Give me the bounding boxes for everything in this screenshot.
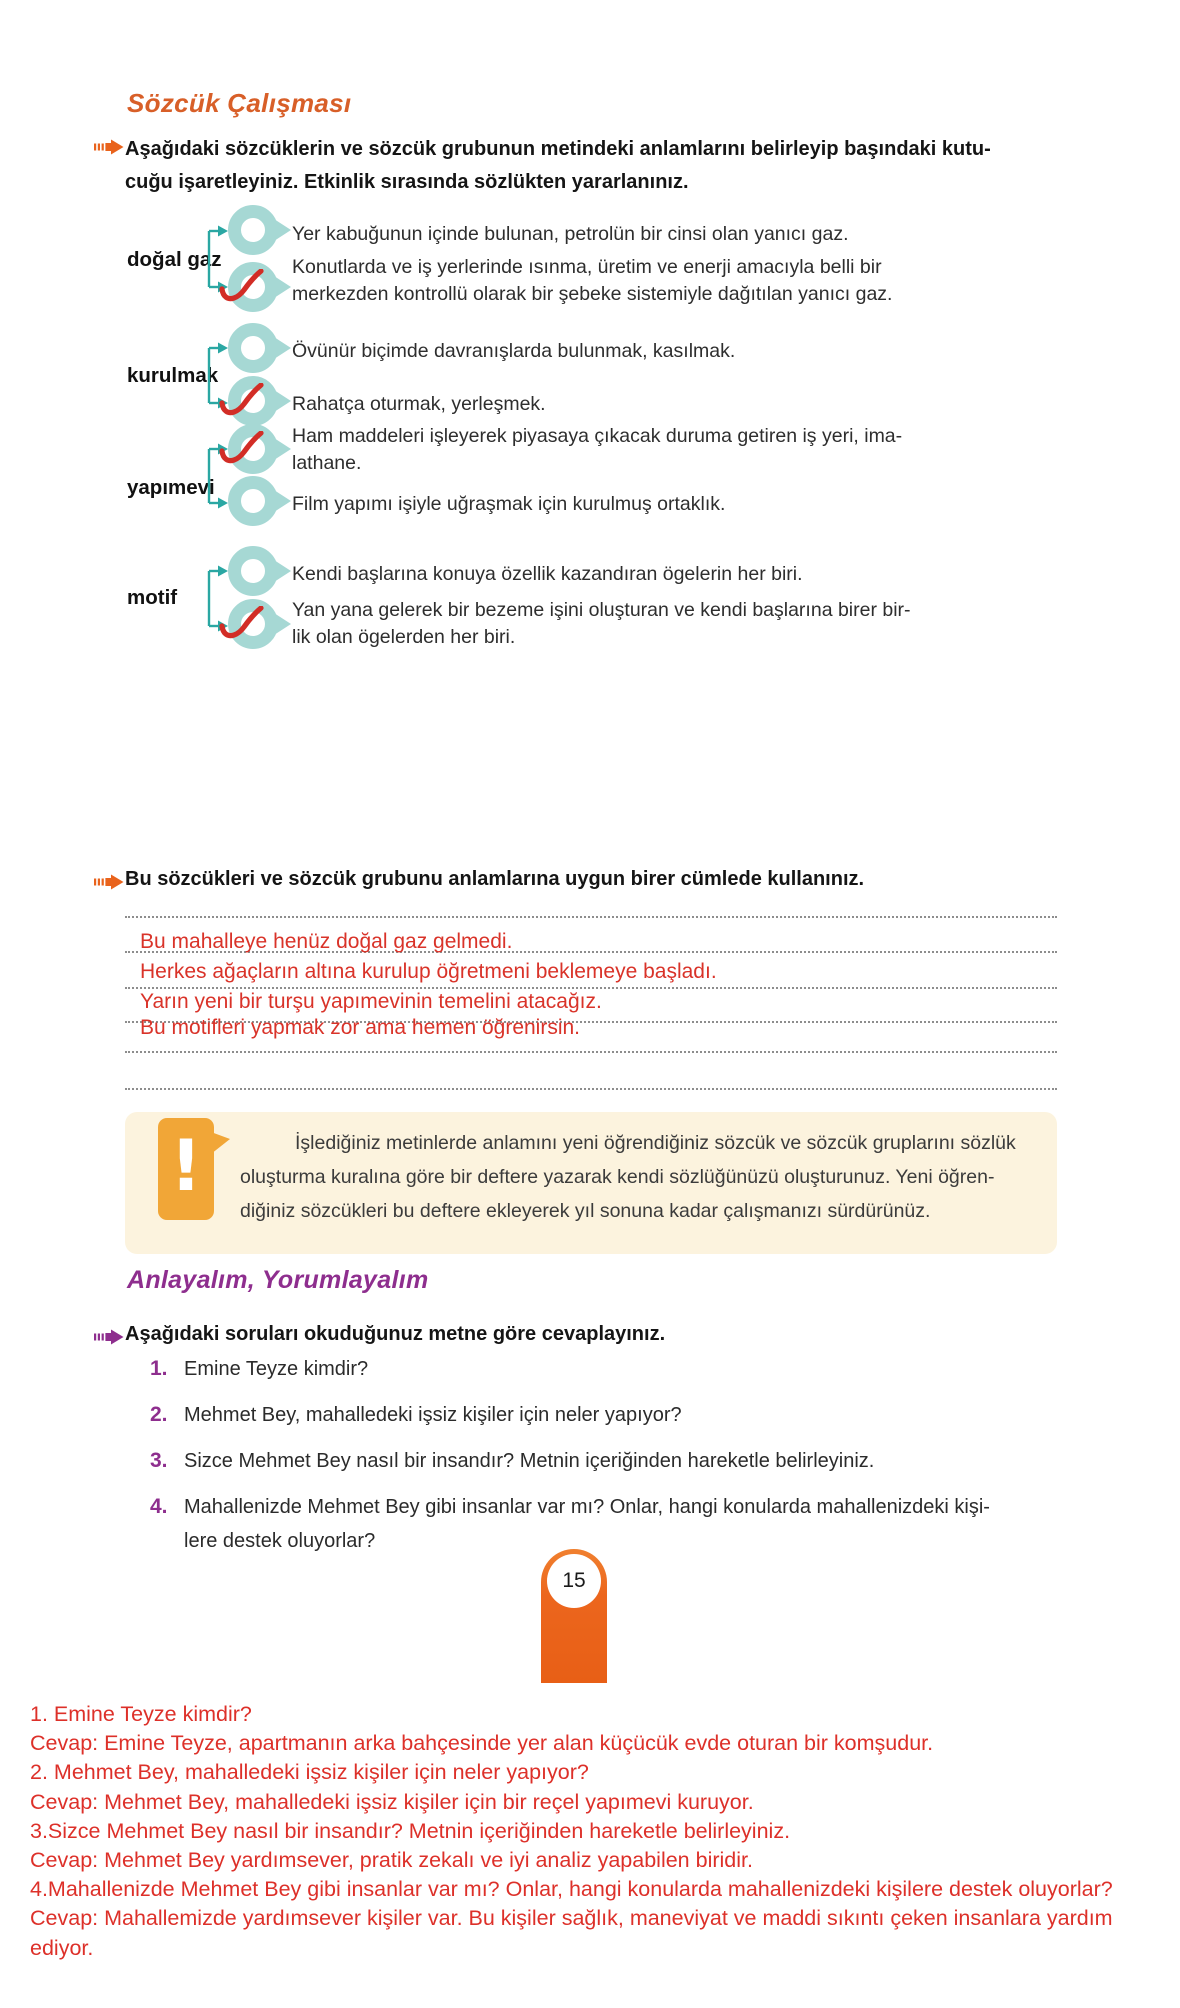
answer-key-line: Cevap: Mehmet Bey, mahalledeki işsiz kişiler için bir reçel yapımevi kuruyor. xyxy=(30,1789,754,1814)
definition-line: Övünür biçimde davranışlarda bulunmak, kasılmak. xyxy=(292,340,736,362)
vocab-word-kurulmak: kurulmak xyxy=(127,364,219,387)
question-line: lere destek oluyorlar? xyxy=(184,1530,376,1552)
writing-line[interactable] xyxy=(125,916,1057,918)
note-line: oluşturma kuralına göre bir deftere yazarak kendi sözlüğünüzü oluşturunuz. Yeni öğren- xyxy=(240,1166,995,1188)
writing-line[interactable] xyxy=(125,1051,1057,1053)
striped-arrow-icon xyxy=(94,874,124,890)
answer-key xyxy=(30,1700,1152,1963)
definition-line: Film yapımı işiyle uğraşmak için kurulmuş ortaklık. xyxy=(292,493,726,515)
answer-key-line: 4.Mahallenizde Mehmet Bey gibi insanlar var mı? Onlar, hangi konularda mahallenizdeki kişilere destek oluyorlar? xyxy=(30,1877,1113,1902)
section-title-anlayalim-yorumlayalim: Anlayalım, Yorumlayalım xyxy=(127,1266,429,1294)
definition-line: merkezden kontrollü olarak bir şebeke sistemiyle dağıtılan yanıcı gaz. xyxy=(292,283,893,305)
definition-checkbox[interactable] xyxy=(228,205,278,255)
instruction-write-sentences: Bu sözcükleri ve sözcük grubunu anlamlarına uygun birer cümlede kullanınız. xyxy=(125,868,865,890)
answer-key-line: 1. Emine Teyze kimdir? xyxy=(30,1702,252,1726)
definition-text xyxy=(292,597,911,651)
written-answer: Bu mahalleye henüz doğal gaz gelmedi. xyxy=(140,930,513,953)
definition-text xyxy=(292,423,902,477)
vocab-word-dogal-gaz: doğal gaz xyxy=(127,248,222,271)
exclamation-icon-tail xyxy=(211,1132,230,1154)
red-checkmark xyxy=(219,383,265,419)
definition-line: lik olan ögelerden her biri. xyxy=(292,626,516,648)
question-text xyxy=(184,1352,368,1386)
definition-line: Ham maddeleri işleyerek piyasaya çıkacak duruma getiren iş yeri, ima- xyxy=(292,425,903,447)
definition-line: Yan yana gelerek bir bezeme işini oluşturan ve kendi başlarına birer bir- xyxy=(292,599,911,621)
definition-line: Rahatça oturmak, yerleşmek. xyxy=(292,393,546,415)
definition-checkbox[interactable] xyxy=(228,546,278,596)
striped-arrow-icon xyxy=(94,1329,124,1345)
answer-key-line: 3.Sizce Mehmet Bey nasıl bir insandır? Metnin içeriğinden hareketle belirleyiniz. xyxy=(30,1818,791,1843)
striped-arrow-icon xyxy=(94,139,124,155)
definition-line: lathane. xyxy=(292,452,362,474)
note-line: diğiniz sözcükleri bu deftere ekleyerek yıl sonuna kadar çalışmanızı sürdürünüz. xyxy=(240,1200,931,1222)
definition-text xyxy=(292,338,735,365)
exclamation-icon: ! xyxy=(158,1118,214,1220)
answer-key-line: 2. Mehmet Bey, mahalledeki işsiz kişiler için neler yapıyor? xyxy=(30,1760,589,1785)
definition-text xyxy=(292,491,725,518)
answer-key-line: Cevap: Mehmet Bey yardımsever, pratik zekalı ve iyi analiz yapabilen biridir. xyxy=(30,1848,753,1873)
question-number: 3. xyxy=(150,1449,168,1472)
writing-line[interactable] xyxy=(125,1088,1057,1090)
section-title-sozcuk-calismasi: Sözcük Çalışması xyxy=(127,88,352,118)
question-line: Mehmet Bey, mahalledeki işsiz kişiler için neler yapıyor? xyxy=(184,1404,682,1426)
instruction-line: Aşağıdaki sözcüklerin ve sözcük grubunun metindeki anlamlarını belirleyip başındaki kutu- xyxy=(125,138,991,160)
vocab-word-yapimevi: yapımevi xyxy=(127,476,215,499)
question-line: Emine Teyze kimdir? xyxy=(184,1358,369,1380)
definition-line: Kendi başlarına konuya özellik kazandıran ögelerin her biri. xyxy=(292,563,803,585)
definition-line: Konutlarda ve iş yerlerinde ısınma, üretim ve enerji amacıyla belli bir xyxy=(292,256,882,278)
question-text xyxy=(184,1398,682,1432)
definition-line: Yer kabuğunun içinde bulunan, petrolün bir cinsi olan yanıcı gaz. xyxy=(292,223,849,245)
question-number: 1. xyxy=(150,1357,168,1380)
writing-line[interactable] xyxy=(125,987,1057,989)
question-text xyxy=(184,1490,990,1558)
definition-text xyxy=(292,391,546,418)
note-text xyxy=(240,1126,1040,1228)
definition-checkbox[interactable] xyxy=(228,323,278,373)
question-line: Mahallenizde Mehmet Bey gibi insanlar var mı? Onlar, hangi konularda mahallenizdeki kişi- xyxy=(184,1496,990,1518)
question-line: Sizce Mehmet Bey nasıl bir insandır? Metnin içeriğinden hareketle belirleyiniz. xyxy=(184,1450,875,1472)
definition-checkbox[interactable] xyxy=(228,476,278,526)
answer-key-line: Cevap: Mahallemizde yardımsever kişiler var. Bu kişiler sağlık, maneviyat ve maddi sıkıntı çeken insanlara yardım ediyor. xyxy=(30,1906,1113,1960)
definition-text xyxy=(292,221,849,248)
answer-key-line: Cevap: Emine Teyze, apartmanın arka bahçesinde yer alan küçücük evde oturan bir komşudur. xyxy=(30,1731,934,1756)
instruction-answer-questions: Aşağıdaki soruları okuduğunuz metne göre cevaplayınız. xyxy=(125,1323,666,1345)
question-number: 2. xyxy=(150,1403,168,1426)
instruction-mark-boxes xyxy=(125,133,991,199)
vocab-word-motif: motif xyxy=(127,586,178,609)
red-checkmark xyxy=(219,431,265,467)
definition-text xyxy=(292,254,892,308)
red-checkmark xyxy=(219,269,265,305)
note-line: İşlediğiniz metinlerde anlamını yeni öğrendiğiniz sözcük ve sözcük gruplarını sözlük xyxy=(295,1132,1016,1154)
written-answer: Herkes ağaçların altına kurulup öğretmeni beklemeye başladı. xyxy=(140,960,717,983)
question-number: 4. xyxy=(150,1495,168,1518)
red-checkmark xyxy=(219,606,265,642)
page-number: 15 xyxy=(547,1554,601,1608)
definition-text xyxy=(292,561,803,588)
written-answer: Bu motifleri yapmak zor ama hemen öğrenirsin. xyxy=(140,1016,581,1039)
written-answer: Yarın yeni bir turşu yapımevinin temelini atacağız. xyxy=(140,990,602,1013)
question-text xyxy=(184,1444,874,1478)
instruction-line: cuğu işaretleyiniz. Etkinlik sırasında sözlükten yararlanınız. xyxy=(125,171,689,193)
